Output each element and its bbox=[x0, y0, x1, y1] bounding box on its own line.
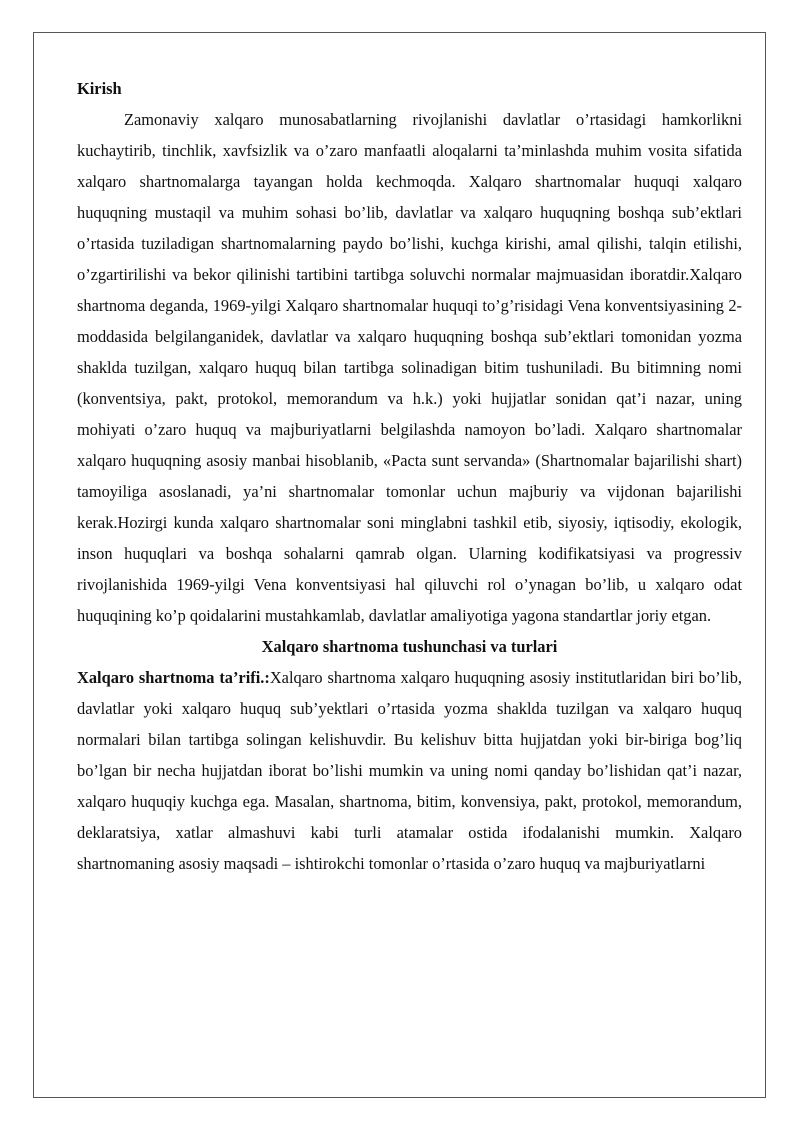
intro-heading: Kirish bbox=[77, 79, 122, 98]
definition-paragraph bbox=[77, 662, 742, 879]
document-body bbox=[77, 73, 742, 879]
definition-lead: Xalqaro shartnoma ta’rifi.: bbox=[77, 668, 270, 687]
section-title: Xalqaro shartnoma tushunchasi va turlari bbox=[261, 637, 558, 656]
intro-paragraph: Zamonaviy xalqaro munosabatlarning rivojlanishi davlatlar o’rtasidagi hamkorlikni kuchaytirib, tinchlik, xavfsizlik va o’zaro manfaatli aloqalarni ta’minlashda muhim vosita sifatida xalqaro shartnomalarga tayangan holda kechmoqda. Xalqaro shartnomalar huquqi xalqaro huquqning mustaqil va muhim sohasi bo’lib, davlatlar va xalqaro huquqning boshqa sub’ektlari o’rtasida tuziladigan shartnomalarning paydo bo’lishi, kuchga kirishi, amal qilishi, talqin etilishi, o’zgartirilishi va bekor qilinishi tartibini tartibga soluvchi normalar majmuasidan iboratdir.Xalqaro shartnoma deganda, 1969-yilgi Xalqaro shartnomalar huquqi to’g’risidagi Vena konventsiyasining 2-moddasida belgilanganidek, davlatlar va xalqaro huquqning boshqa sub’ektlari tomonidan yozma shaklda tuzilgan, xalqaro huquq bilan tartibga solinadigan bitim tushuniladi. Bu bitimning nomi (konventsiya, pakt, protokol, memorandum va h.k.) yoki hujjatlar sonidan qat’i nazar, uning mohiyati o’zaro huquq va majburiyatlarni belgilashda namoyon bo’ladi. Xalqaro shartnomalar xalqaro huquqning asosiy manbai hisoblanib, «Pacta sunt servanda» (Shartnomalar bajarilishi shart) tamoyiliga asoslanadi, ya’ni shartnomalar tomonlar uchun majburiy va vijdonan bajarilishi kerak.Hozirgi kunda xalqaro shartnomalar soni minglabni tashkil etib, siyosiy, iqtisodiy, ekologik, inson huquqlari va boshqa sohalarni qamrab olgan. Ularning kodifikatsiyasi va progressiv rivojlanishida 1969-yilgi Vena konventsiyasi hal qiluvchi rol o’ynagan bo’lib, u xalqaro odat huquqining ko’p qoidalarini mustahkamlab, davlatlar amaliyotiga yagona standartlar joriy etgan. bbox=[77, 110, 742, 625]
definition-text: Xalqaro shartnoma xalqaro huquqning asosiy institutlaridan biri bo’lib, davlatlar yoki xalqaro huquq sub’yektlari o’rtasida yozma shaklda tuzilgan va xalqaro huquq normalari bilan tartibga solingan kelishuvdir. Bu kelishuv bitta hujjatdan yoki bir-biriga bog’liq bo’lgan bir necha hujjatdan iborat bo’lishi mumkin va uning nomi qanday bo’lishidan qat’i nazar, xalqaro huquqiy kuchga ega. Masalan, shartnoma, bitim, konvensiya, pakt, protokol, memorandum, deklaratsiya, xatlar almashuvi kabi turli atamalar ostida ifodalanishi mumkin. Xalqaro shartnomaning asosiy maqsadi – ishtirokchi tomonlar o’rtasida o’zaro huquq va majburiyatlarni bbox=[77, 668, 743, 873]
